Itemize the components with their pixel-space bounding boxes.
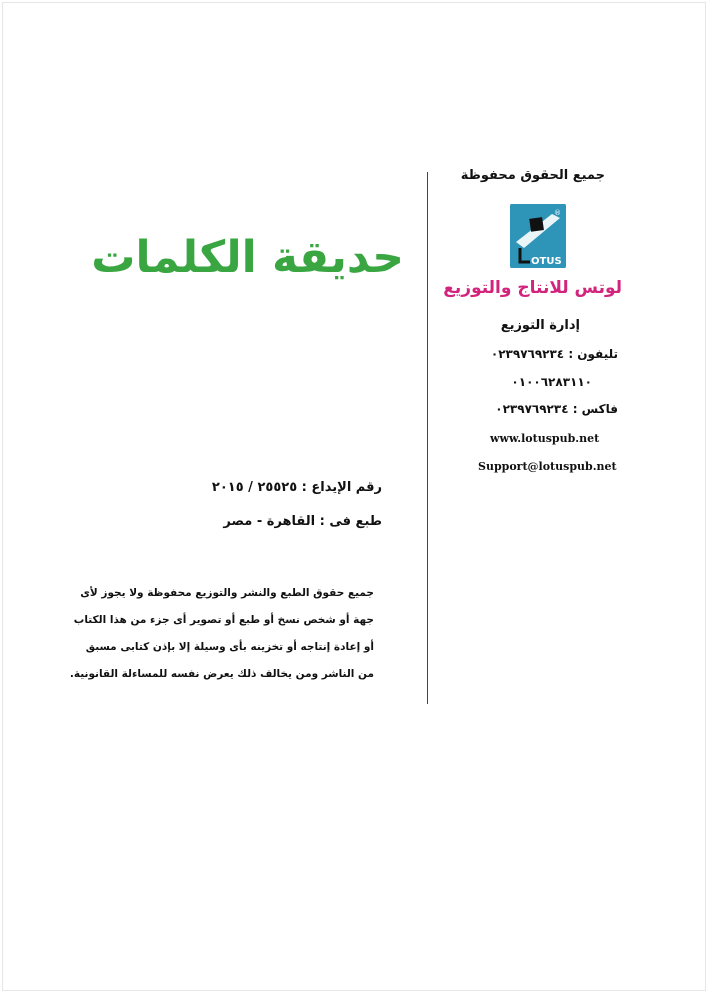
phone-line: تليفون : ٠٢٣٩٧٦٩٢٣٤	[490, 347, 618, 361]
rights-line: من الناشر ومن يخالف ذلك يعرض نفسه للمساءلة القانونية.	[69, 668, 374, 680]
rights-line: جهة أو شخص نسخ أو طبع أو تصوير أى جزء من هذا الكتاب	[73, 614, 374, 626]
publisher-name: لوتس للانتاج والتوزيع	[443, 278, 622, 298]
fax-line: فاكس : ٠٢٣٩٧٦٩٢٣٤	[495, 402, 618, 416]
distribution-heading: إدارة التوزيع	[500, 318, 580, 333]
book-title: حديقة الكلمات	[91, 232, 404, 283]
rights-line: جميع حقوق الطبع والنشر والتوزيع محفوظة ولا يجوز لأى	[80, 587, 374, 599]
printed-in: طبع فى : القاهرة - مصر	[223, 514, 382, 529]
logo-registered-mark: ®	[554, 209, 561, 217]
mobile-line: ٠١٠٠٦٢٨٣١١٠	[511, 375, 592, 389]
publisher-logo	[510, 204, 566, 268]
rights-paragraph	[40, 580, 374, 688]
email-link[interactable]: Support@lotuspub.net	[478, 460, 617, 473]
rights-line: أو إعادة إنتاجه أو تخزينه بأى وسيلة إلا بإذن كتابى مسبق	[85, 641, 374, 653]
rights-heading: جميع الحقوق محفوظة	[460, 168, 605, 183]
lotus-logo-icon	[510, 204, 566, 268]
page-border	[2, 2, 706, 991]
logo-text: OTUS	[531, 256, 562, 267]
deposit-number: رقم الإيداع : ٢٥٥٢٥ / ٢٠١٥	[211, 480, 382, 495]
website-link[interactable]: www.lotuspub.net	[490, 432, 600, 445]
column-divider	[427, 172, 428, 704]
